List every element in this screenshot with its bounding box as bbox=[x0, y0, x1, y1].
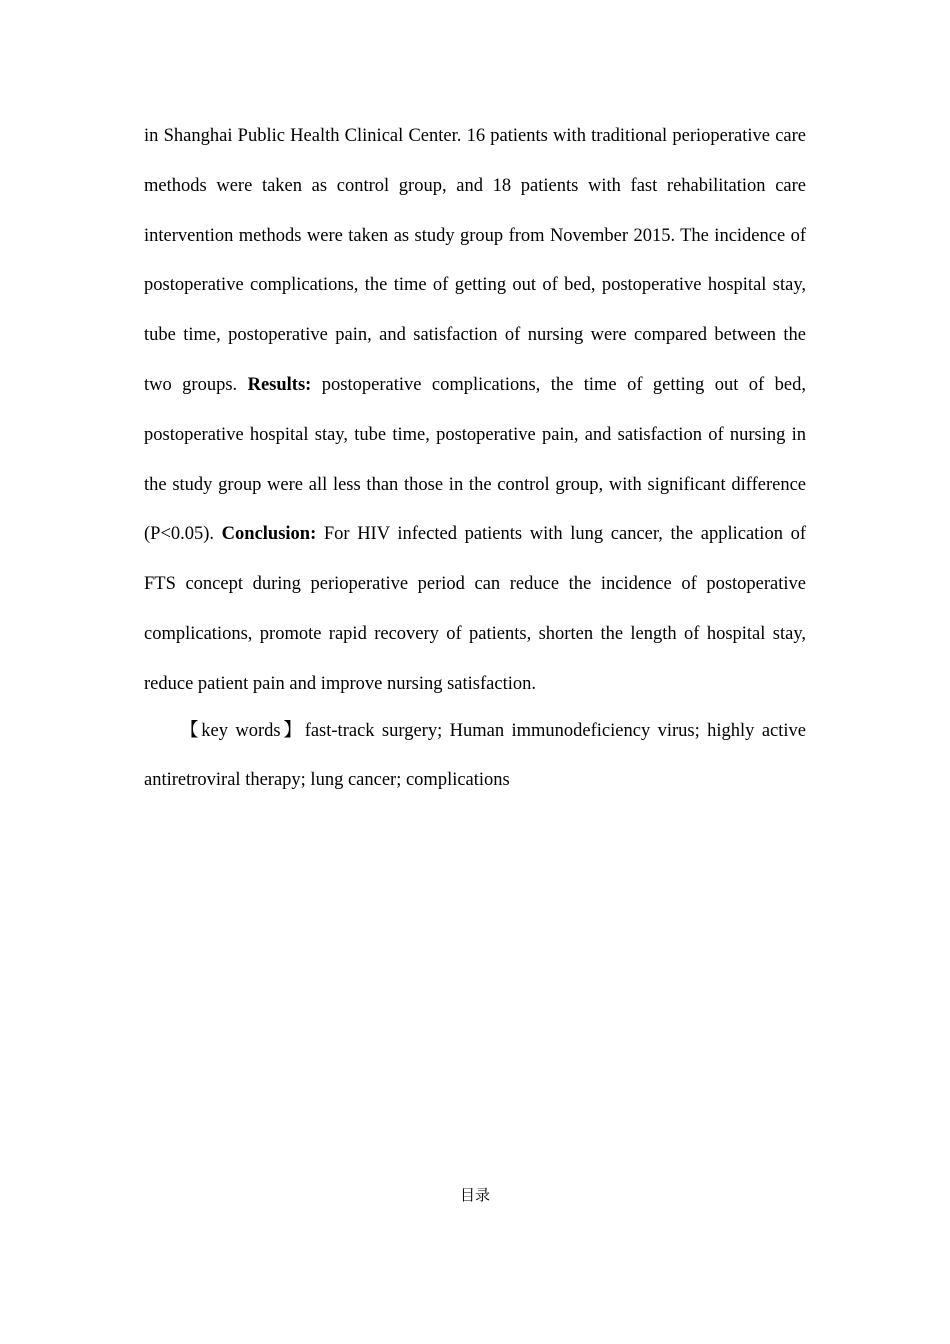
results-label: Results: bbox=[247, 374, 312, 395]
keywords-label: 【key words】 bbox=[180, 720, 305, 741]
abstract-paragraph bbox=[144, 112, 806, 710]
keywords-text: fast-track surgery; Human immunodeficiency virus; highly active antiretroviral therapy; lung cancer; complications bbox=[144, 720, 806, 791]
keywords-paragraph bbox=[144, 707, 806, 807]
conclusion-label: Conclusion: bbox=[221, 524, 317, 545]
results-text: postoperative complications, the time of getting out of bed, postoperative hospital stay, tube time, postoperative pain, and satisfaction of nursing in the study group were all less than those in the control group, with significant difference (P<0.05). bbox=[144, 374, 806, 545]
page-footer: 目录 bbox=[459, 1186, 490, 1204]
abstract-body bbox=[144, 112, 806, 806]
abstract-intro-text: in Shanghai Public Health Clinical Center. 16 patients with traditional perioperative care methods were taken as control group, and 18 patients with fast rehabilitation care intervention methods were taken as study group from November 2015. The incidence of postoperative complications, the time of getting out of bed, postoperative hospital stay, tube time, postoperative pain, and satisfaction of nursing were compared between the two groups. bbox=[144, 126, 806, 395]
conclusion-text: For HIV infected patients with lung cancer, the application of FTS concept during perioperative period can reduce the incidence of postoperative complications, promote rapid recovery of patients, shorten the length of hospital stay, reduce patient pain and improve nursing satisfaction. bbox=[144, 524, 806, 694]
